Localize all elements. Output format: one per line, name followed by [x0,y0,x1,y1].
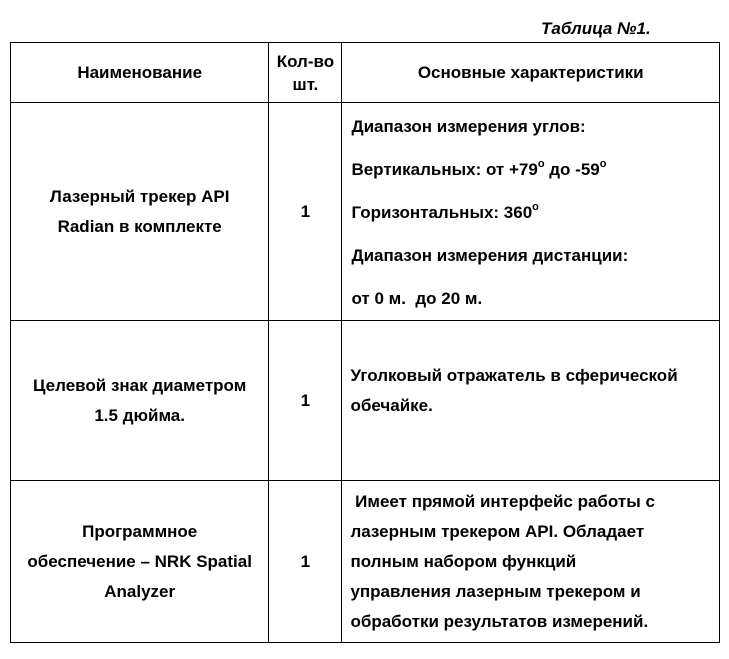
horizontal-range-text: Горизонтальных: 360 [351,203,533,222]
degree-mark: о [599,158,607,171]
characteristics-line: Диапазон измерения углов: [351,117,586,136]
characteristics-line: Имеет прямой интерфейс работы с [350,491,655,511]
header-qty [269,43,342,103]
row-name-cell [11,103,269,321]
table-caption: Таблица №1. [541,19,651,38]
row-characteristics-cell [342,481,720,643]
table-row [11,481,720,643]
characteristics-line: лазерным трекером API. Обладает [350,521,645,541]
characteristics-line: полным набором функций [350,551,577,571]
degree-mark: о [537,158,545,171]
characteristics-line: Уголковый отражатель в сферической [350,366,678,385]
row-characteristics-cell [342,321,720,481]
table-row [11,321,720,481]
row-name-line: Лазерный трекер API [49,186,230,206]
row-qty-cell: 1 [269,321,342,481]
header-qty-line2: шт. [292,74,319,94]
characteristics-line: обработки результатов измерений. [350,611,649,631]
vertical-range-mid: до -59 [544,160,600,179]
row-name-line: Radian в комплекте [57,216,222,236]
characteristics-line: обечайке. [350,396,433,415]
characteristics-line [351,148,713,191]
row-name-cell [11,481,269,643]
row-name-cell [11,321,269,481]
row-name-line: обеспечение – NRK Spatial [27,551,252,571]
header-qty-line1: Кол-во [276,51,335,71]
degree-mark: о [532,201,539,214]
characteristics-line [351,191,713,234]
characteristics-line: управления лазерным трекером и [350,581,641,601]
header-characteristics: Основные характеристики [342,43,720,103]
table-header-row [11,43,720,103]
equipment-table [10,42,720,643]
row-name-line: Целевой знак диаметром [33,375,247,395]
vertical-range-text: Вертикальных: от +79 [351,160,538,179]
row-name-line: 1.5 дюйма. [94,405,185,425]
characteristics-line: Диапазон измерения дистанции: [351,246,629,265]
table-row [11,103,720,321]
header-name: Наименование [11,43,269,103]
row-name-line: Analyzer [104,581,176,601]
characteristics-line: от 0 м. до 20 м. [351,289,483,308]
row-qty-cell: 1 [269,103,342,321]
row-characteristics-cell [342,103,720,321]
row-qty-cell: 1 [269,481,342,643]
row-name-line: Программное [82,521,198,541]
